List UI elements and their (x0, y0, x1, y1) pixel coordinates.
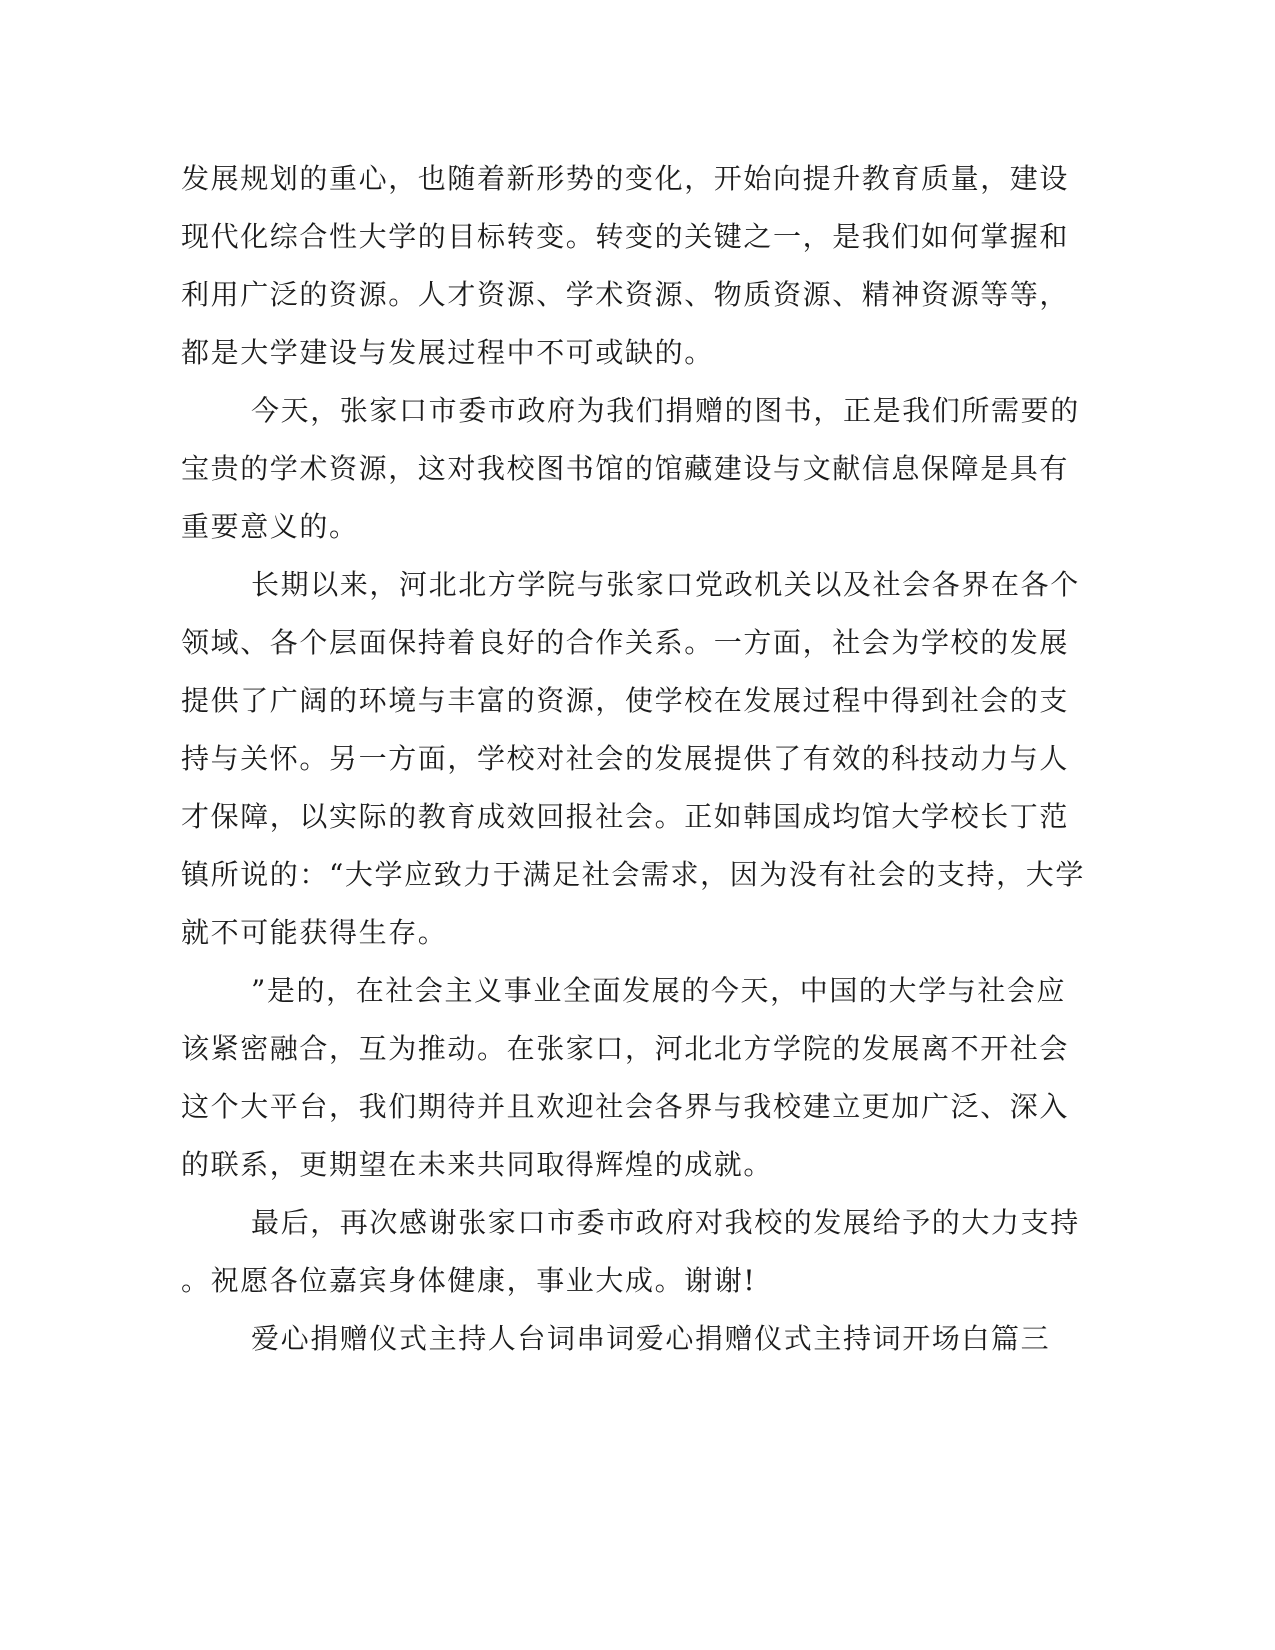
text-line: 这个大平台，我们期待并且欢迎社会各界与我校建立更加广泛、深入 (181, 1090, 1070, 1123)
text-line: 重要意义的。 (181, 510, 359, 543)
text-line: 提供了广阔的环境与丰富的资源，使学校在发展过程中得到社会的支 (181, 684, 1070, 717)
text-line: ”是的，在社会主义事业全面发展的今天，中国的大学与社会应 (251, 974, 1067, 1007)
paragraph-4 (181, 962, 1070, 1194)
text-line: 该紧密融合，互为推动。在张家口，河北北方学院的发展离不开社会 (181, 1032, 1070, 1065)
text-line: 长期以来，河北北方学院与张家口党政机关以及社会各界在各个 (251, 568, 1080, 601)
text-line: 都是大学建设与发展过程中不可或缺的。 (181, 336, 714, 369)
text-line: 领域、各个层面保持着良好的合作关系。一方面，社会为学校的发展 (181, 626, 1070, 659)
paragraph-5 (181, 1194, 1080, 1310)
text-line: 才保障，以实际的教育成效回报社会。正如韩国成均馆大学校长丁范 (181, 800, 1070, 833)
text-line: 利用广泛的资源。人才资源、学术资源、物质资源、精神资源等等， (181, 278, 1070, 311)
document-body (181, 150, 1085, 1368)
text-line: 镇所说的：“大学应致力于满足社会需求，因为没有社会的支持，大学 (181, 858, 1085, 891)
paragraph-2 (181, 382, 1080, 556)
text-line: 发展规划的重心，也随着新形势的变化，开始向提升教育质量，建设 (181, 162, 1070, 195)
section-heading: 爱心捐赠仪式主持人台词串词爱心捐赠仪式主持词开场白篇三 (251, 1322, 1051, 1355)
text-line: 。祝愿各位嘉宾身体健康，事业大成。谢谢! (181, 1264, 757, 1297)
paragraph-3 (181, 556, 1085, 962)
text-line: 宝贵的学术资源，这对我校图书馆的馆藏建设与文献信息保障是具有 (181, 452, 1070, 485)
text-line: 今天，张家口市委市政府为我们捐赠的图书，正是我们所需要的 (251, 394, 1080, 427)
text-line: 最后，再次感谢张家口市委市政府对我校的发展给予的大力支持 (251, 1206, 1080, 1239)
text-line: 就不可能获得生存。 (181, 916, 448, 949)
paragraph-1 (181, 150, 1070, 382)
paragraph-6-heading (181, 1310, 1051, 1368)
text-line: 的联系，更期望在未来共同取得辉煌的成就。 (181, 1148, 774, 1181)
text-line: 持与关怀。另一方面，学校对社会的发展提供了有效的科技动力与人 (181, 742, 1070, 775)
text-line: 现代化综合性大学的目标转变。转变的关键之一，是我们如何掌握和 (181, 220, 1070, 253)
